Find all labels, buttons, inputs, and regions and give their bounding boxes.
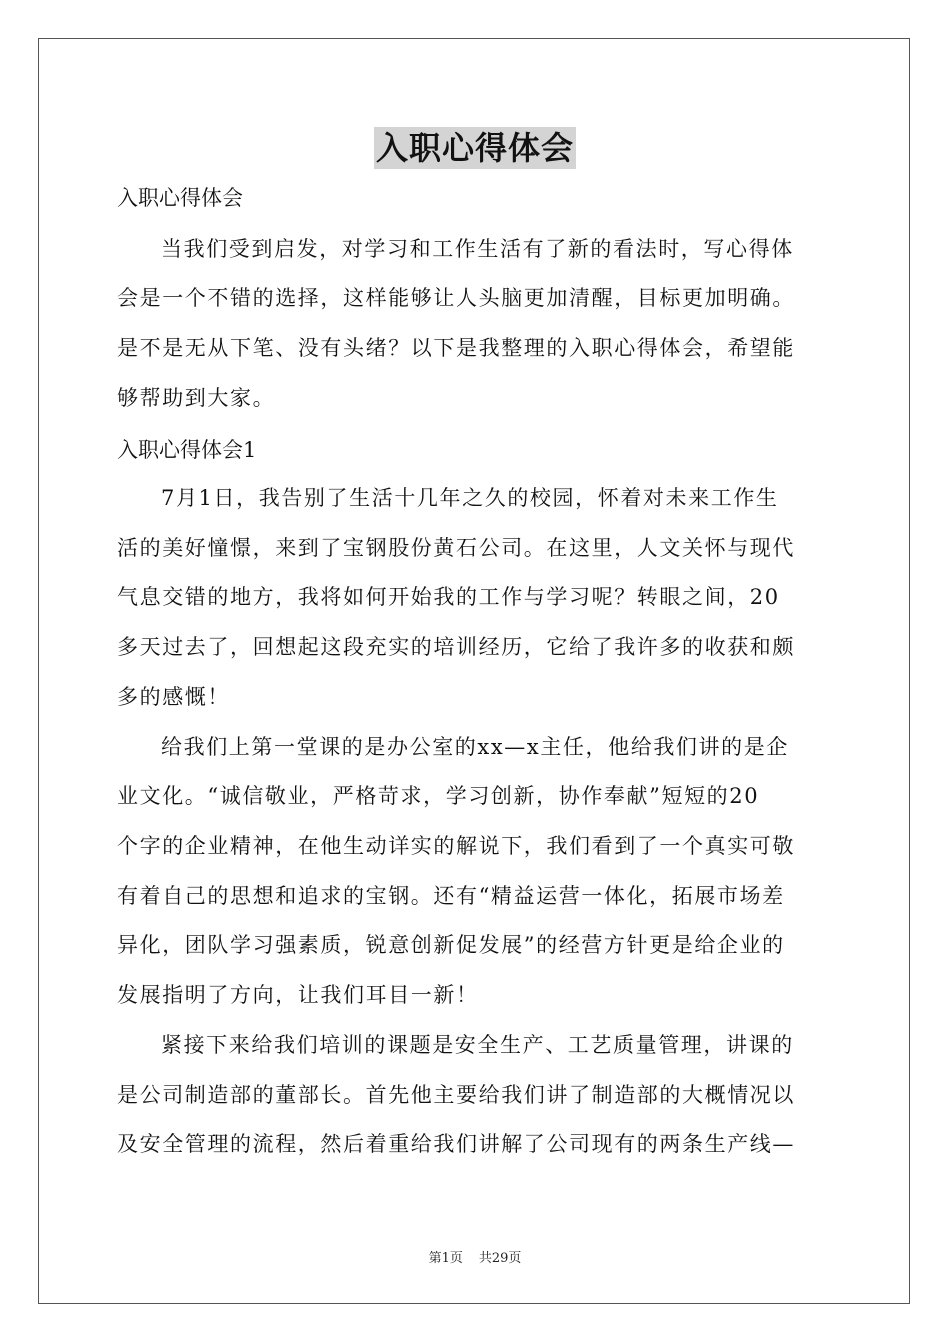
section-heading: 入职心得体会1 — [117, 438, 257, 462]
document-title: 入职心得体会 — [375, 129, 574, 167]
intro-line: 当我们受到启发，对学习和工作生活有了新的看法时，写心得体 — [161, 237, 794, 261]
page-number: 第1页 — [428, 1251, 463, 1266]
intro-line: 够帮助到大家。 — [117, 386, 276, 410]
page-footer — [0, 1247, 950, 1266]
para1-line: 气息交错的地方，我将如何开始我的工作与学习呢？转眼之间，20 — [117, 585, 780, 609]
para2-line: 给我们上第一堂课的是办公室的xx—x主任，他给我们讲的是企 — [161, 735, 789, 759]
title-wrap — [117, 127, 833, 169]
para3-line: 紧接下来给我们培训的课题是安全生产、工艺质量管理，讲课的 — [161, 1033, 794, 1057]
intro-line: 是不是无从下笔、没有头绪？以下是我整理的入职心得体会，希望能 — [117, 336, 795, 360]
para2-line: 发展指明了方向，让我们耳目一新！ — [117, 983, 479, 1007]
page-border — [38, 38, 910, 1304]
para2-line: 业文化。“诚信敬业，严格苛求，学习创新，协作奉献”短短的20 — [117, 784, 760, 808]
page-total: 共29页 — [478, 1251, 522, 1266]
intro-line: 会是一个不错的选择，这样能够让人头脑更加清醒，目标更加明确。 — [117, 286, 795, 310]
document-subtitle: 入职心得体会 — [117, 186, 243, 210]
para2-line: 有着自己的思想和追求的宝钢。还有“精益运营一体化，拓展市场差 — [117, 884, 785, 908]
para3-line: 及安全管理的流程，然后着重给我们讲解了公司现有的两条生产线— — [117, 1132, 795, 1156]
para1-line: 活的美好憧憬，来到了宝钢股份黄石公司。在这里，人文关怀与现代 — [117, 536, 795, 560]
para1-line: 多的感慨！ — [117, 685, 230, 709]
para1-line: 多天过去了，回想起这段充实的培训经历，它给了我许多的收获和颇 — [117, 635, 795, 659]
para2-line: 个字的企业精神，在他生动详实的解说下，我们看到了一个真实可敬 — [117, 834, 795, 858]
para1-line: 7月1日，我告别了生活十几年之久的校园，怀着对未来工作生 — [161, 486, 779, 510]
para3-line: 是公司制造部的董部长。首先他主要给我们讲了制造部的大概情况以 — [117, 1083, 795, 1107]
para2-line: 异化，团队学习强素质，锐意创新促发展”的经营方针更是给企业的 — [117, 933, 785, 957]
